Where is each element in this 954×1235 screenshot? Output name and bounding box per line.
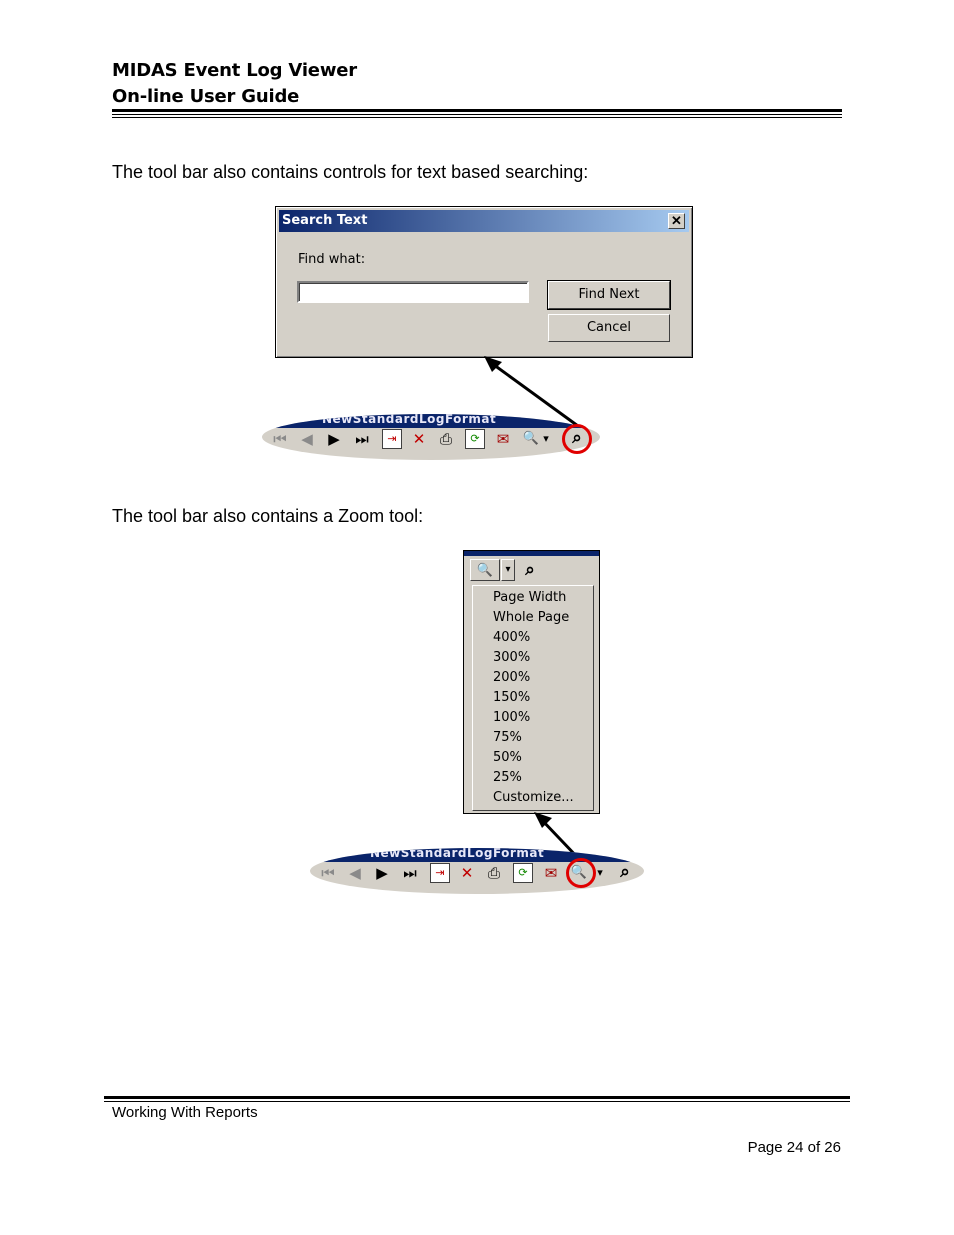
print-icon[interactable]: ⎙ [487, 864, 500, 882]
last-page-icon[interactable]: ⏭ [355, 430, 369, 448]
document-title: MIDAS Event Log Viewer [112, 60, 357, 81]
search-intro-text: The tool bar also contains controls for text based searching: [112, 162, 589, 182]
next-page-icon[interactable]: ▶ [328, 430, 340, 448]
report-caption-bar [262, 414, 600, 428]
report-caption: NewStandardLogFormat [322, 414, 497, 426]
header-rule-thick [112, 109, 842, 112]
footer-rule-thin [104, 1101, 850, 1102]
search-text-dialog [275, 206, 693, 358]
find-what-label: Find what: [298, 252, 366, 267]
dialog-title: Search Text [282, 213, 368, 228]
export-icon[interactable]: ✉ [544, 864, 558, 882]
previous-page-icon[interactable]: ◀ [349, 864, 361, 882]
report-caption: NewStandardLogFormat [370, 848, 545, 860]
report-caption-bar [310, 848, 644, 862]
menu-item-200[interactable]: 200% [493, 670, 531, 685]
cancel-button[interactable]: Cancel [548, 314, 670, 342]
page-number: Page 24 of 26 [747, 1139, 841, 1156]
print-icon[interactable]: ⎙ [439, 430, 452, 448]
binoculars-icon[interactable]: ⌕ [525, 560, 535, 580]
zoom-dropdown-menu [472, 585, 594, 811]
document-subtitle: On-line User Guide [112, 86, 300, 107]
last-page-icon[interactable]: ⏭ [403, 864, 417, 882]
header-rule-thin [112, 114, 842, 115]
refresh-icon[interactable]: ⟳ [465, 429, 485, 449]
find-what-input[interactable] [297, 281, 529, 303]
first-page-icon[interactable]: ⏮ [321, 864, 335, 882]
menu-item-whole-page[interactable]: Whole Page [493, 610, 570, 625]
highlight-circle-search [562, 424, 592, 454]
menu-item-customize[interactable]: Customize... [493, 790, 574, 805]
zoom-menu-window [463, 550, 600, 814]
binoculars-icon[interactable]: ⌕ [572, 428, 582, 448]
go-to-page-icon[interactable]: ⇥ [430, 863, 450, 883]
zoom-dropdown-button[interactable]: ▾ [501, 559, 515, 581]
export-icon[interactable]: ✉ [496, 430, 510, 448]
menu-item-75[interactable]: 75% [493, 730, 522, 745]
previous-page-icon[interactable]: ◀ [301, 430, 313, 448]
menu-item-page-width[interactable]: Page Width [493, 590, 567, 605]
binoculars-icon[interactable]: ⌕ [620, 862, 630, 882]
zoom-icon[interactable]: 🔍 [570, 865, 588, 880]
zoom-icon[interactable]: 🔍 [522, 431, 540, 446]
find-next-button[interactable]: Find Next [548, 281, 670, 309]
menu-item-300[interactable]: 300% [493, 650, 531, 665]
menu-item-150[interactable]: 150% [493, 690, 531, 705]
close-report-icon[interactable]: ✕ [412, 430, 426, 448]
close-report-icon[interactable]: ✕ [460, 864, 474, 882]
header-rule-thin-2 [112, 117, 842, 118]
dialog-titlebar [279, 210, 689, 232]
zoom-dropdown-icon[interactable]: ▾ [543, 432, 549, 445]
next-page-icon[interactable]: ▶ [376, 864, 388, 882]
refresh-icon[interactable]: ⟳ [513, 863, 533, 883]
close-icon[interactable]: ✕ [668, 213, 685, 229]
zoom-intro-text: The tool bar also contains a Zoom tool: [112, 506, 424, 526]
go-to-page-icon[interactable]: ⇥ [382, 429, 402, 449]
toolbar-strip-search [262, 414, 600, 460]
first-page-icon[interactable]: ⏮ [273, 430, 287, 448]
window-top-bar [464, 551, 599, 556]
menu-item-400[interactable]: 400% [493, 630, 531, 645]
footer-section: Working With Reports [112, 1104, 258, 1121]
highlight-circle-zoom [566, 858, 596, 888]
footer-rule-thick [104, 1096, 850, 1099]
zoom-button[interactable]: 🔍 [470, 559, 500, 581]
menu-item-25[interactable]: 25% [493, 770, 522, 785]
menu-item-50[interactable]: 50% [493, 750, 522, 765]
menu-item-100[interactable]: 100% [493, 710, 531, 725]
zoom-dropdown-icon[interactable]: ▾ [597, 866, 603, 879]
